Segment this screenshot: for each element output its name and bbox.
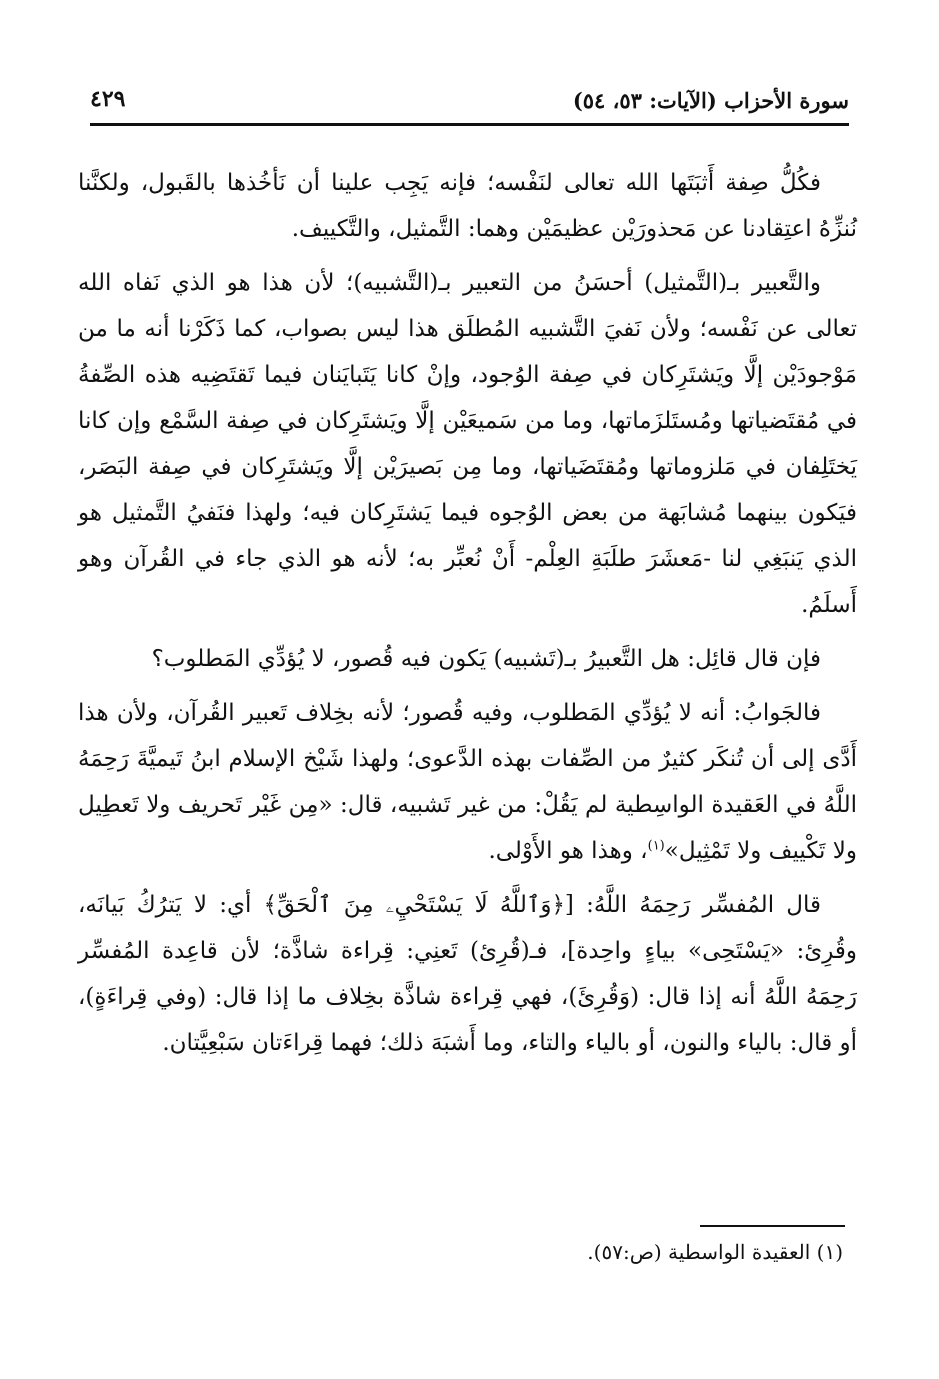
paragraph-3: فإن قال قائِل: هل التَّعبيرُ بـ(تَشبيه) يَكون فيه قُصور، لا يُؤدِّي المَطلوب؟ <box>151 646 821 672</box>
footnote-divider <box>700 1225 845 1227</box>
paragraph-1: فكُلُّ صِفة أَثبَتَها الله تعالى لنَفْسه؛ فإنه يَجِب علينا أن نَأخُذها بالقَبول، ولكنَّنا نُنزِّهُ اعتِقادنا عن مَحذورَيْن عظيمَيْن وهما: التَّمثيل، والتَّكييف. <box>78 170 857 242</box>
footnote-reference[interactable]: (١) <box>647 838 665 854</box>
page-number: ٤٢٩ <box>90 86 126 112</box>
paragraph-2: والتَّعبير بـ(التَّمثيل) أحسَنُ من التعبير بـ(التَّشبيه)؛ لأن هذا هو الذي نَفاه الله تعالى عن نَفْسه؛ ولأن نَفيَ التَّشبيه المُطلَق هذا ليس بصواب، كما ذَكَرْنا أنه ما من مَوْجودَيْن إلَّا ويَشتَرِكان في صِفة الوُجود، وإنْ كانا يَتَبايَنان فيما تَقتَضِيه هذه الصِّفةُ في مُقتَضياتها ومُستَلزَماتها، وما من سَميعَيْن إلَّا ويَشتَرِكان في صِفة السَّمْع وإن كانا يَختَلِفان في مَلزوماتها ومُقتَضَياتها، وما مِن بَصيرَيْن إلَّا ويَشتَرِكان في صِفة البَصَر، فيَكون بينهما مُشابَهة من بعض الوُجوه فيما يَشتَرِكان فيه؛ ولهذا فنَفيُ التَّمثيل هو الذي يَنبَغِي لنا -مَعشَرَ طلَبَةِ العِلْم- أَنْ نُعبِّر به؛ لأنه هو الذي جاء في القُرآن وهو أَسلَمُ. <box>78 270 857 618</box>
surah-heading: سورة الأحزاب (الآيات: ٥٣، ٥٤) <box>572 88 849 113</box>
page-header <box>90 82 849 126</box>
footnote: (١) العقيدة الواسطية (ص:٥٧). <box>587 1240 843 1264</box>
page-body <box>78 160 857 1074</box>
paragraph-4 <box>78 690 857 874</box>
paragraph-5: قال المُفسِّر رَحِمَهُ اللَّهُ: [﴿وَٱللَّهُ لَا يَسْتَحْيِۦ مِنَ ٱلْحَقِّ﴾ أي: لا يَترُكُ بَيانَه، وقُرِئ: «يَسْتَحِى» بياءٍ واحِدة]، فـ(قُرِئ) تَعنِي: قِراءة شاذَّة؛ لأن قاعِدة المُفسِّر رَحِمَهُ اللَّهُ أنه إذا قال: (وَقُرِئَ)، فهي قِراءة شاذَّة بخِلاف ما إذا قال: (وفي قِراءَةٍ)، أو قال: بالياء والنون، أو بالياء والتاء، وما أَشبَهَ ذلك؛ فهما قِراءَتان سَبْعِيَّتان. <box>78 892 857 1056</box>
header-divider <box>90 123 849 126</box>
paragraph-4-tail: ، وهذا هو الأَوْلى. <box>488 838 648 864</box>
paragraph-4-text: فالجَوابُ: أنه لا يُؤدِّي المَطلوب، وفيه قُصور؛ لأنه بخِلاف تَعبير القُرآن، ولأن هذا أَدَّى إلى أن تُنكَر كثيرٌ من الصِّفات بهذه الدَّعوى؛ ولهذا شَيْخ الإسلام ابنُ تَيميَّةَ رَحِمَهُ اللَّهُ في العَقيدة الواسِطية لم يَقُلْ: من غير تَشبيه، قال: «مِن غَيْر تَحريف ولا تَعطِيل ولا تَكْييف ولا تَمْثِيل» <box>78 700 857 864</box>
